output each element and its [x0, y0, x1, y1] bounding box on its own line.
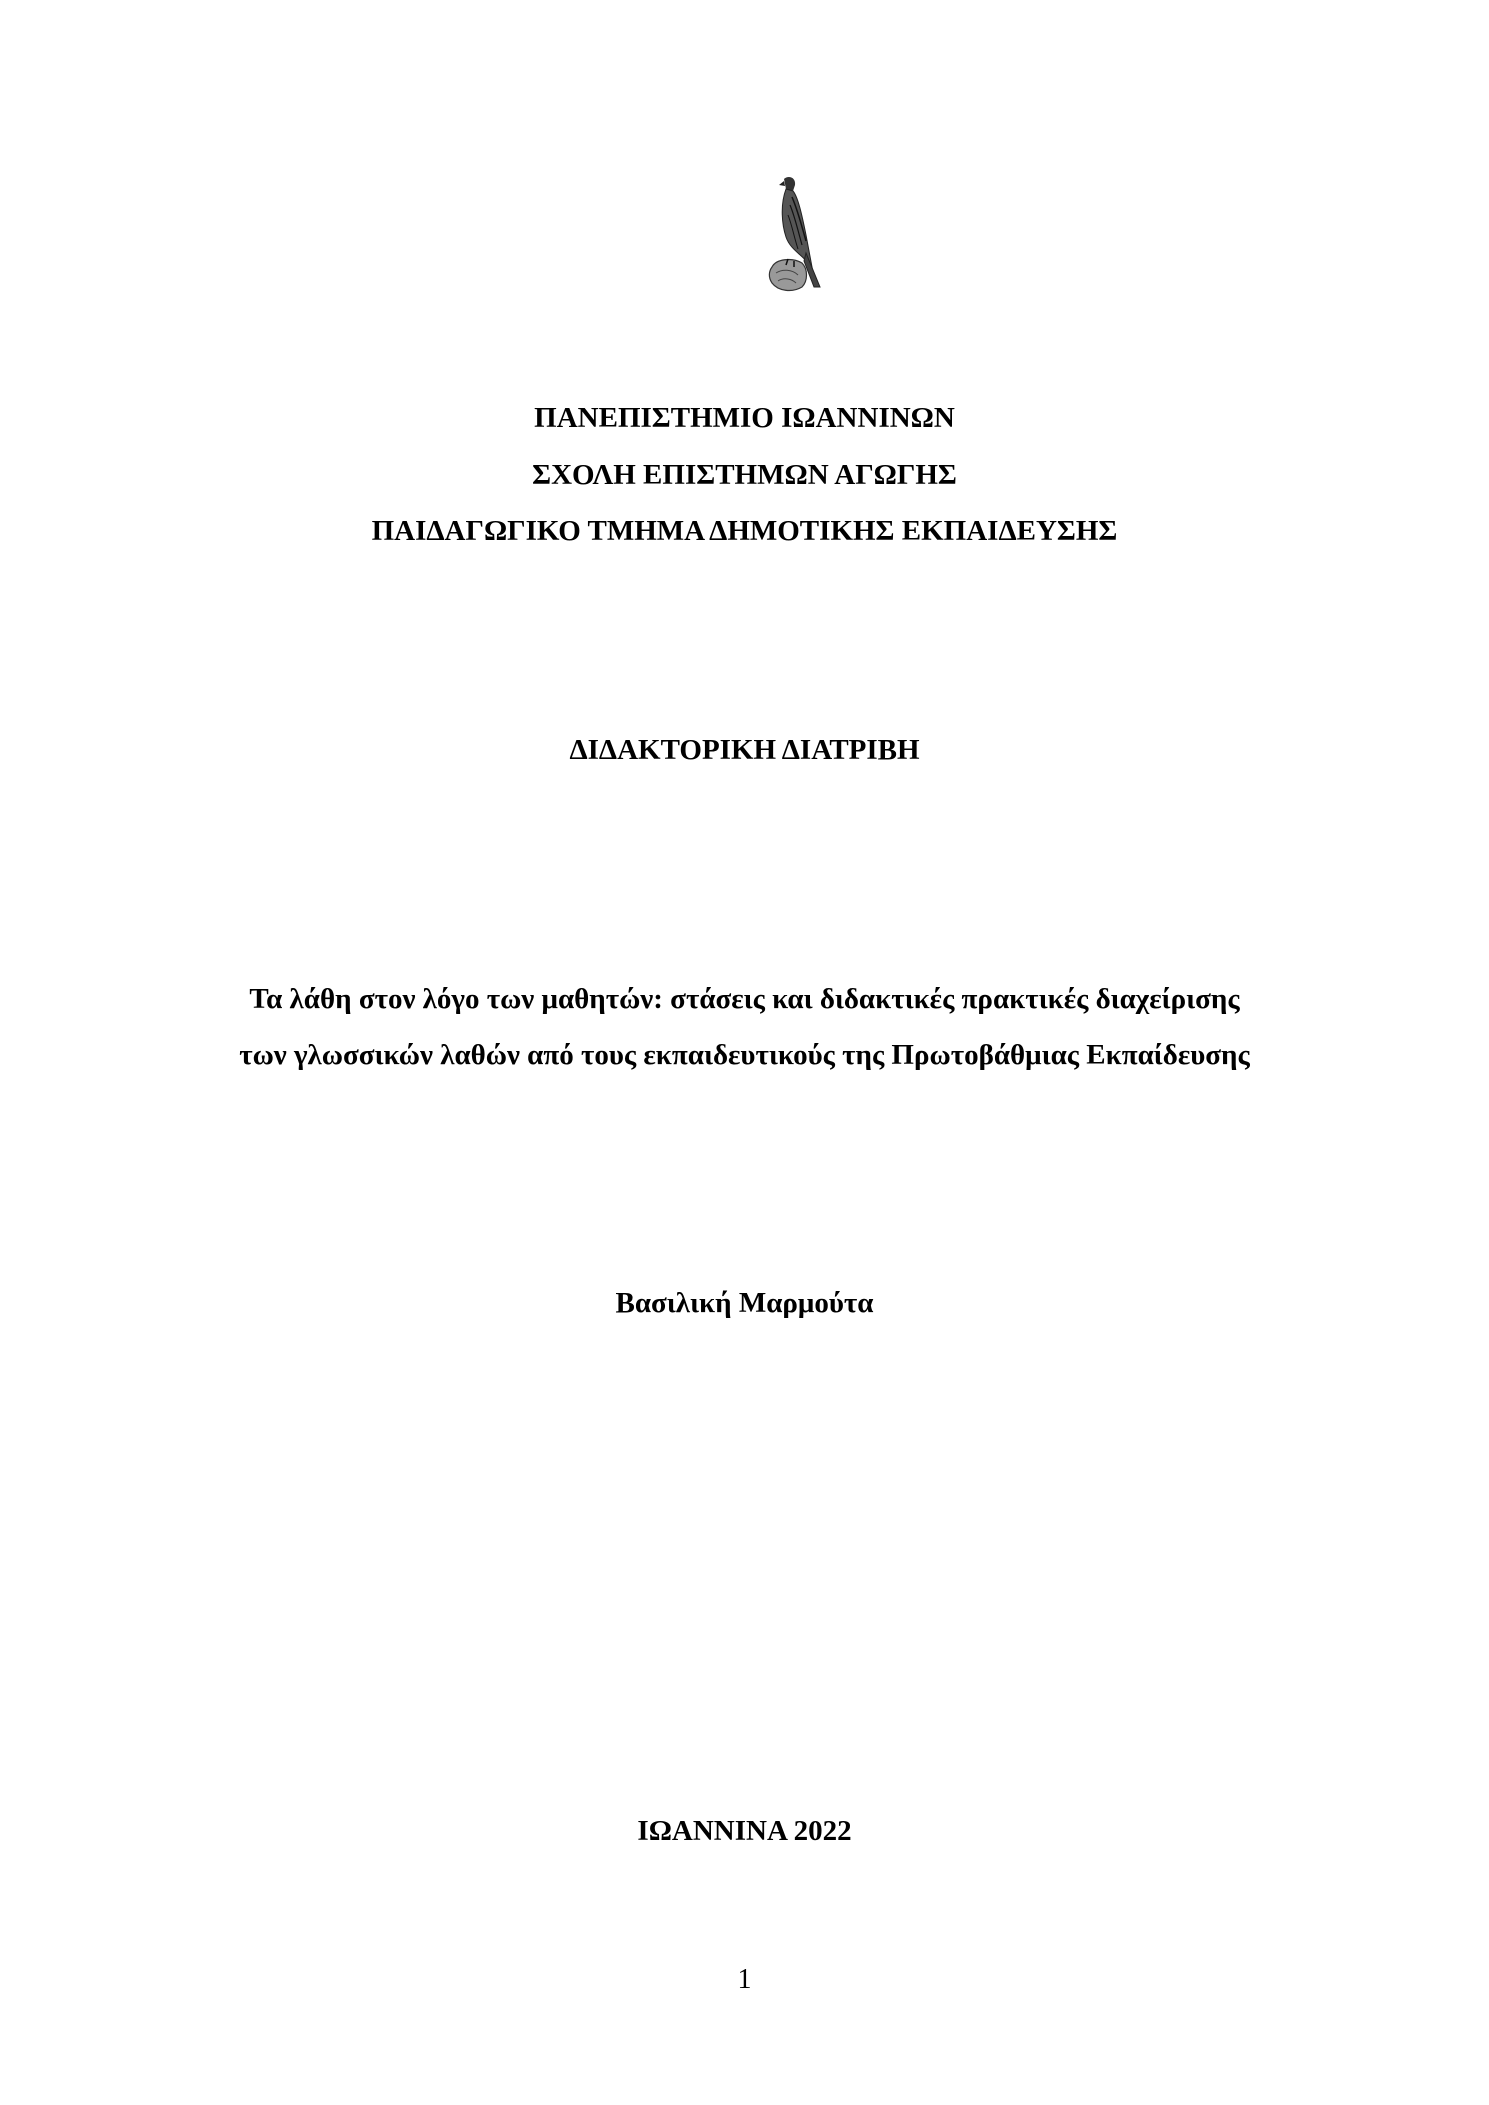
university-name: ΠΑΝΕΠΙΣΤΗΜΙΟ ΙΩΑΝΝΙΝΩΝ: [534, 402, 955, 434]
owl-emblem-icon: [762, 175, 826, 301]
author-name: Βασιλική Μαρμούτα: [615, 1287, 874, 1319]
department-name: ΠΑΙΔΑΓΩΓΙΚΟ ΤΜΗΜΑ ΔΗΜΟΤΙΚΗΣ ΕΚΠΑΙΔΕΥΣΗΣ: [371, 515, 1118, 547]
school-name: ΣΧΟΛΗ ΕΠΙΣΤΗΜΩΝ ΑΓΩΓΗΣ: [532, 459, 957, 491]
page-number: 1: [737, 1964, 752, 1995]
thesis-title-line-2: των γλωσσικών λαθών από τους εκπαιδευτικούς της Πρωτοβάθμιας Εκπαίδευσης: [239, 1039, 1250, 1071]
thesis-title-line-1: Τα λάθη στον λόγο των μαθητών: στάσεις και διδακτικές πρακτικές διαχείρισης: [249, 983, 1240, 1015]
place-and-year: ΙΩΑΝΝΙΝΑ 2022: [637, 1815, 852, 1847]
document-type: ΔΙΔΑΚΤΟΡΙΚΗ ΔΙΑΤΡΙΒΗ: [569, 734, 920, 766]
